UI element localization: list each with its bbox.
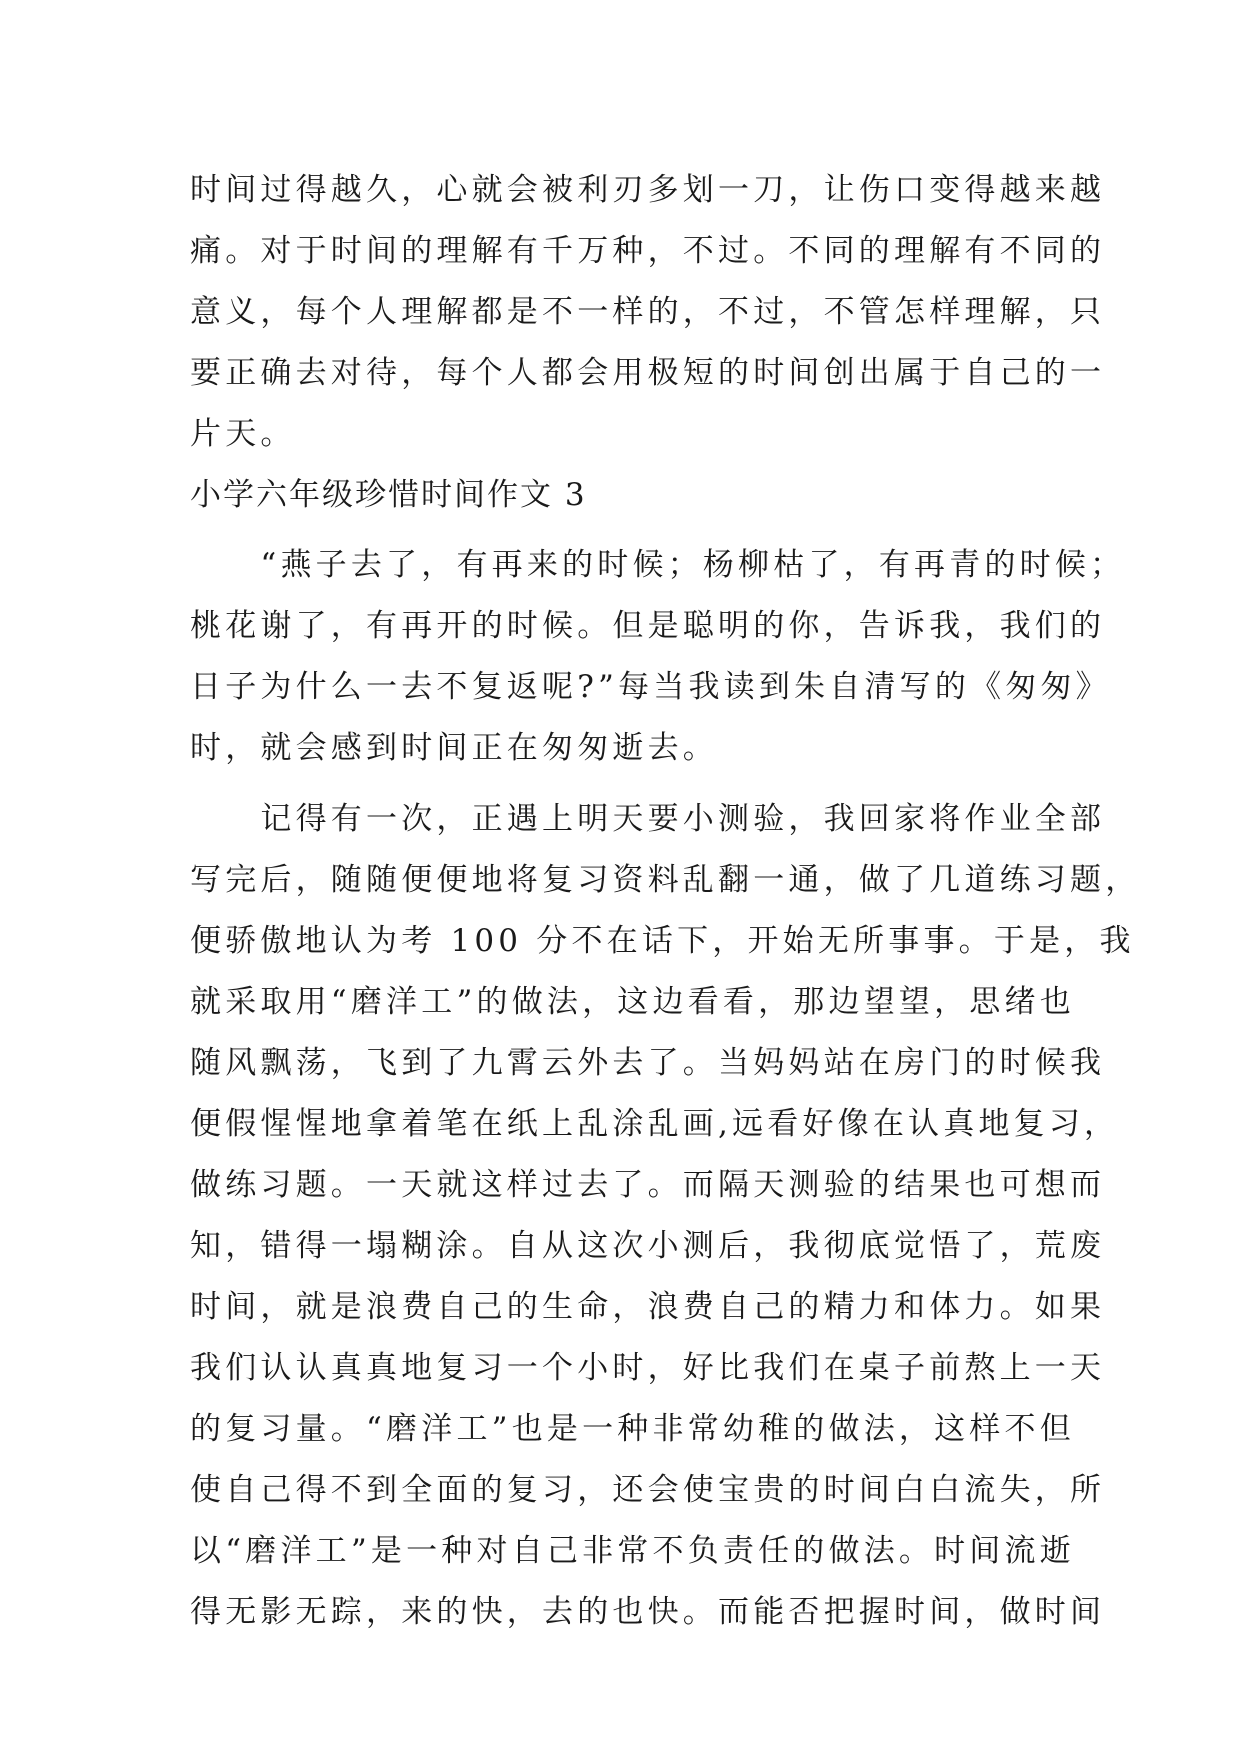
paragraph-line: 时间过得越久，心就会被利刃多划一刀，让伤口变得越来越 xyxy=(190,172,1106,208)
paragraph-line: 要正确去对待，每个人都会用极短的时间创出属于自己的一 xyxy=(190,355,1106,391)
paragraph-line: 使自己得不到全面的复习，还会使宝贵的时间白白流失，所 xyxy=(190,1472,1106,1508)
paragraph-line: 得无影无踪，来的快，去的也快。而能否把握时间，做时间 xyxy=(190,1594,1106,1630)
paragraph-line: 便骄傲地认为考 100 分不在话下，开始无所事事。于是，我 xyxy=(190,923,1135,959)
paragraph-line: 记得有一次，正遇上明天要小测验，我回家将作业全部 xyxy=(190,801,1106,837)
paragraph-line: 时间，就是浪费自己的生命，浪费自己的精力和体力。如果 xyxy=(190,1289,1106,1325)
paragraph-line: 的复习量。“磨洋工”也是一种非常幼稚的做法，这样不但 xyxy=(190,1411,1075,1447)
paragraph-line: 做练习题。一天就这样过去了。而隔天测验的结果也可想而 xyxy=(190,1167,1106,1203)
paragraph-line: 就采取用“磨洋工”的做法，这边看看，那边望望，思绪也 xyxy=(190,984,1075,1020)
paragraph-line: 痛。对于时间的理解有千万种，不过。不同的理解有不同的 xyxy=(190,233,1106,269)
paragraph-line: 写完后，随随便便地将复习资料乱翻一通，做了几道练习题， xyxy=(190,862,1141,898)
paragraph-line: 意义，每个人理解都是不一样的，不过，不管怎样理解，只 xyxy=(190,294,1106,330)
paragraph-line: 片天。 xyxy=(190,416,296,452)
paragraph-line: 日子为什么一去不复返呢?”每当我读到朱自清写的《匆匆》 xyxy=(190,669,1111,705)
paragraph-line: 桃花谢了，有再开的时候。但是聪明的你，告诉我，我们的 xyxy=(190,608,1106,644)
paragraph-line: 随风飘荡，飞到了九霄云外去了。当妈妈站在房门的时候我 xyxy=(190,1045,1106,1081)
paragraph-line: 我们认认真真地复习一个小时，好比我们在桌子前熬上一天 xyxy=(190,1350,1106,1386)
paragraph-line: 便假惺惺地拿着笔在纸上乱涂乱画,远看好像在认真地复习， xyxy=(190,1106,1120,1142)
paragraph-line: 以“磨洋工”是一种对自己非常不负责任的做法。时间流逝 xyxy=(190,1533,1075,1569)
paragraph-line: 知，错得一塌糊涂。自从这次小测后，我彻底觉悟了，荒废 xyxy=(190,1228,1106,1264)
section-heading: 小学六年级珍惜时间作文 3 xyxy=(190,477,587,513)
paragraph-line: 时，就会感到时间正在匆匆逝去。 xyxy=(190,730,718,766)
paragraph-line: “燕子去了，有再来的时候；杨柳枯了，有再青的时候； xyxy=(190,547,1126,583)
document-body xyxy=(190,160,1141,1643)
